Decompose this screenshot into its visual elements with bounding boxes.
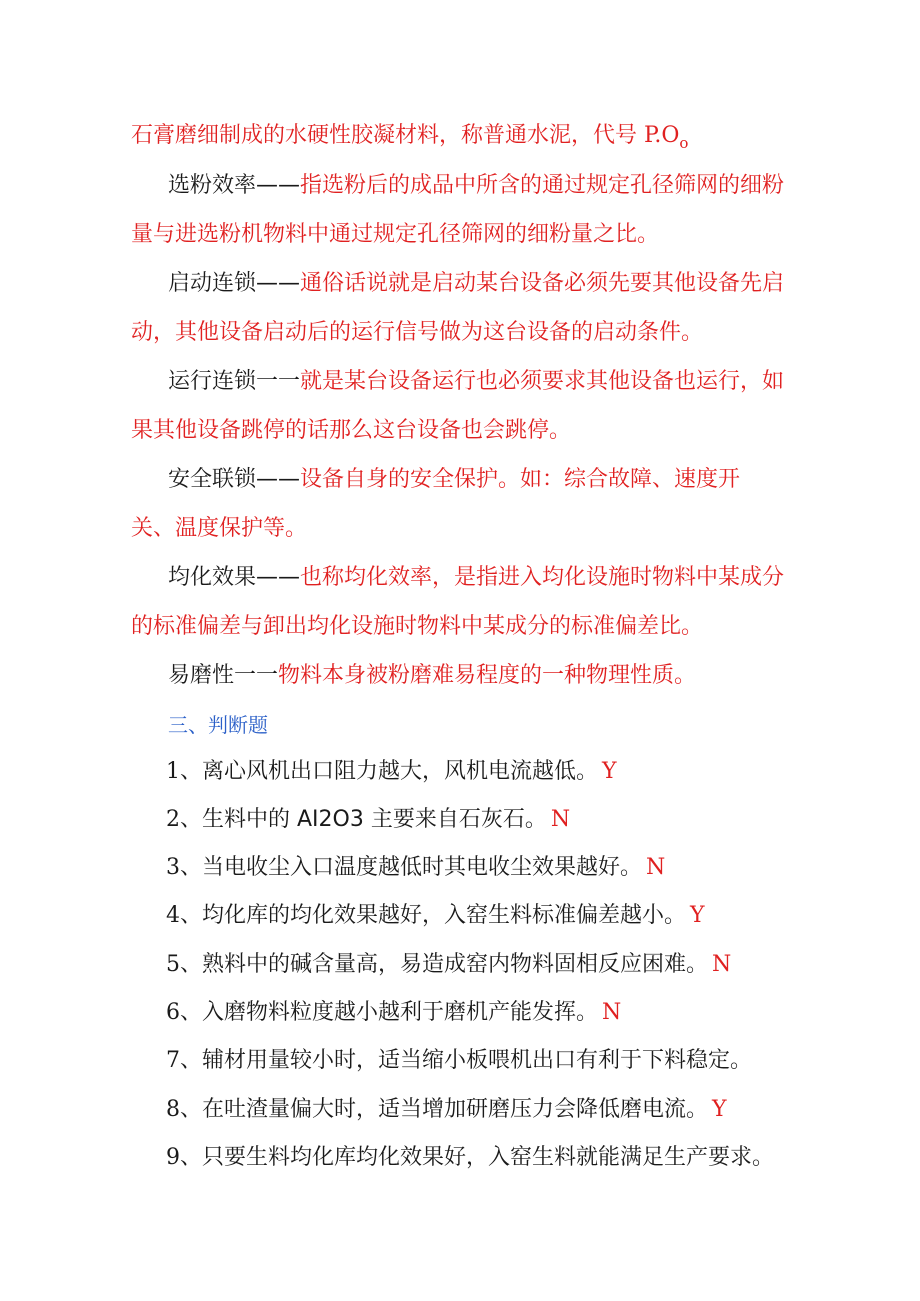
question-item xyxy=(166,1047,756,1077)
definition-term: 运行连锁一一 xyxy=(168,369,301,394)
question-item xyxy=(166,902,705,932)
cement-code-subscript: o xyxy=(679,134,689,152)
question-item xyxy=(166,1144,778,1174)
definition-term: 均化效果—— xyxy=(168,565,301,590)
question-text: 、均化库的均化效果越好，入窑生料标准偏差越小。 xyxy=(180,903,687,928)
definition-text: 也称均化效率，是指进入均化设施时物料中某成分 xyxy=(300,565,785,590)
question-number: 5 xyxy=(166,952,180,977)
question-item xyxy=(166,758,617,788)
question-number: 8 xyxy=(166,1097,180,1122)
definition-text-continued: 果其他设备跳停的话那么这台设备也会跳停。 xyxy=(131,418,572,443)
question-text: 、熟料中的碱含量高，易造成窑内物料固相反应困难。 xyxy=(180,952,709,977)
question-number: 2 xyxy=(166,807,180,832)
definition-item xyxy=(168,270,784,300)
definition-term: 易磨性一一 xyxy=(168,663,279,688)
question-item xyxy=(166,999,621,1029)
question-text: 、入磨物料粒度越小越利于磨机产能发挥。 xyxy=(180,1000,599,1025)
definition-text-continued: 的标准偏差与卸出均化设施时物料中某成分的标准偏差比。 xyxy=(131,614,704,639)
definition-text: 通俗话说就是启动某台设备必须先要其他设备先启 xyxy=(300,271,785,296)
definition-text-continued: 关、温度保护等。 xyxy=(131,516,308,541)
question-text: 、辅材用量较小时，适当缩小板喂机出口有利于下料稳定。 xyxy=(180,1048,753,1073)
question-text: 、离心风机出口阻力越大，风机电流越低。 xyxy=(180,759,599,784)
definition-item xyxy=(168,466,740,496)
definition-text: 指选粉后的成品中所含的通过规定孔径筛网的细粉 xyxy=(300,173,785,198)
question-item xyxy=(166,854,665,884)
question-number: 1 xyxy=(166,759,180,784)
answer-mark: Y xyxy=(690,903,705,928)
answer-mark: N xyxy=(550,807,571,832)
cement-code: P.O xyxy=(644,123,680,148)
definition-text: 就是某台设备运行也必须要求其他设备也运行，如 xyxy=(300,369,785,394)
answer-mark: N xyxy=(602,1000,622,1025)
question-text: 、在吐渣量偏大时，适当增加研磨压力会降低磨电流。 xyxy=(180,1097,709,1122)
question-number: 6 xyxy=(166,1000,180,1025)
section-title: 三、判断题 xyxy=(168,713,268,737)
definition-term: 启动连锁—— xyxy=(168,271,301,296)
answer-mark: Y xyxy=(602,759,617,784)
question-number: 9 xyxy=(166,1145,180,1170)
question-number: 4 xyxy=(166,903,180,928)
question-text: 、只要生料均化库均化效果好，入窑生料就能满足生产要求。 xyxy=(180,1145,775,1170)
question-number: 3 xyxy=(166,855,180,880)
question-item xyxy=(166,951,731,981)
question-text: 、生料中的 AI2O3 主要来自石灰石。 xyxy=(180,807,547,832)
question-text: 、当电收尘入口温度越低时其电收尘效果越好。 xyxy=(180,855,643,880)
definition-continuation xyxy=(131,122,688,152)
definition-text-continued: 量与进选粉机物料中通过规定孔径筛网的细粉量之比。 xyxy=(131,222,660,247)
definition-text: 物料本身被粉磨难易程度的一种物理性质。 xyxy=(278,663,697,688)
definition-term: 选粉效率—— xyxy=(168,173,301,198)
answer-mark: N xyxy=(646,855,666,880)
answer-mark: Y xyxy=(712,1097,727,1122)
answer-mark: N xyxy=(712,952,732,977)
continuation-text: 石膏磨细制成的水硬性胶凝材料，称普通水泥，代号 xyxy=(131,123,638,148)
question-item xyxy=(166,806,570,836)
definition-item xyxy=(168,662,696,692)
question-item xyxy=(166,1096,727,1126)
definition-item xyxy=(168,368,784,398)
definition-item xyxy=(168,564,784,594)
definition-text-continued: 动，其他设备启动后的运行信号做为这台设备的启动条件。 xyxy=(131,320,704,345)
question-number: 7 xyxy=(166,1048,180,1073)
definition-item xyxy=(168,172,784,202)
definition-text: 设备自身的安全保护。如：综合故障、速度开 xyxy=(300,467,741,492)
definition-term: 安全联锁—— xyxy=(168,467,301,492)
